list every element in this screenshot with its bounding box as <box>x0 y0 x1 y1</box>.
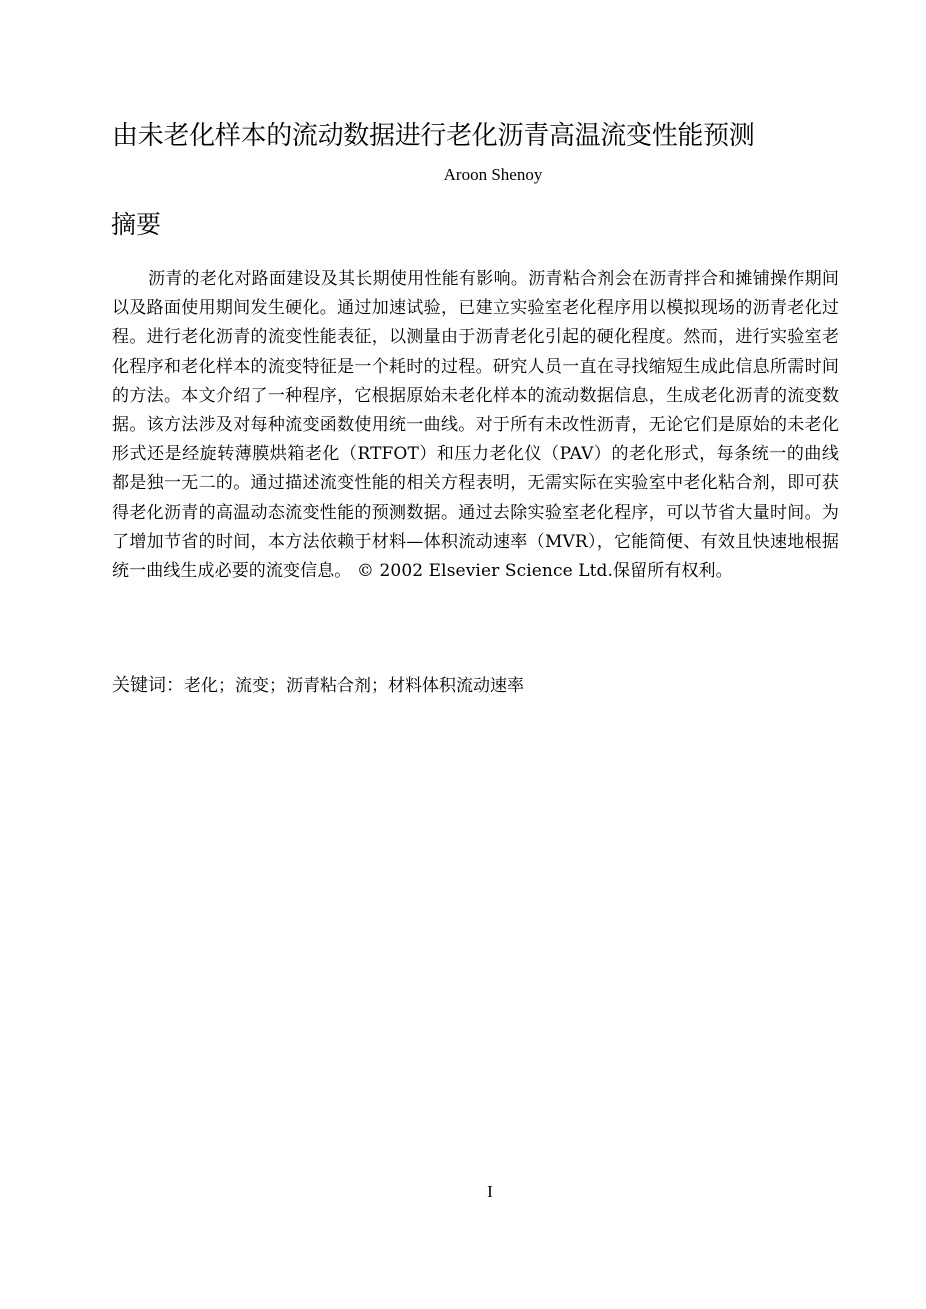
page-number: I <box>487 1182 493 1201</box>
keywords-text: 老化；流变；沥青粘合剂；材料体积流动速率 <box>184 676 524 696</box>
paper-title: 由未老化样本的流动数据进行老化沥青高温流变性能预测 <box>112 121 755 151</box>
keywords-line <box>112 672 839 700</box>
abstract-heading: 摘要 <box>111 210 162 239</box>
author-name: Aroon Shenoy <box>443 165 543 184</box>
keywords-label: 关键词： <box>112 675 184 696</box>
abstract-body: 沥青的老化对路面建设及其长期使用性能有影响。沥青粘合剂会在沥青拌合和摊铺操作期间以及路面使用期间发生硬化。通过加速试验，已建立实验室老化程序用以模拟现场的沥青老化过程。进行老化沥青的流变性能表征，以测量由于沥青老化引起的硬化程度。然而，进行实验室老化程序和老化样本的流变特征是一个耗时的过程。研究人员一直在寻找缩短生成此信息所需时间的方法。本文介绍了一种程序，它根据原始未老化样本的流动数据信息，生成老化沥青的流变数据。该方法涉及对每种流变函数使用统一曲线。对于所有未改性沥青，无论它们是原始的未老化形式还是经旋转薄膜烘箱老化（RTFOT）和压力老化仪（PAV）的老化形式，每条统一的曲线都是独一无二的。通过描述流变性能的相关方程表明，无需实际在实验室中老化粘合剂，即可获得老化沥青的高温动态流变性能的预测数据。通过去除实验室老化程序，可以节省大量时间。为了增加节省的时间，本方法依赖于材料—体积流动速率（MVR），它能简便、有效且快速地根据统一曲线生成必要的流变信息。 © 2002 Elsevier Science Ltd.保留所有权利。 <box>112 269 839 582</box>
